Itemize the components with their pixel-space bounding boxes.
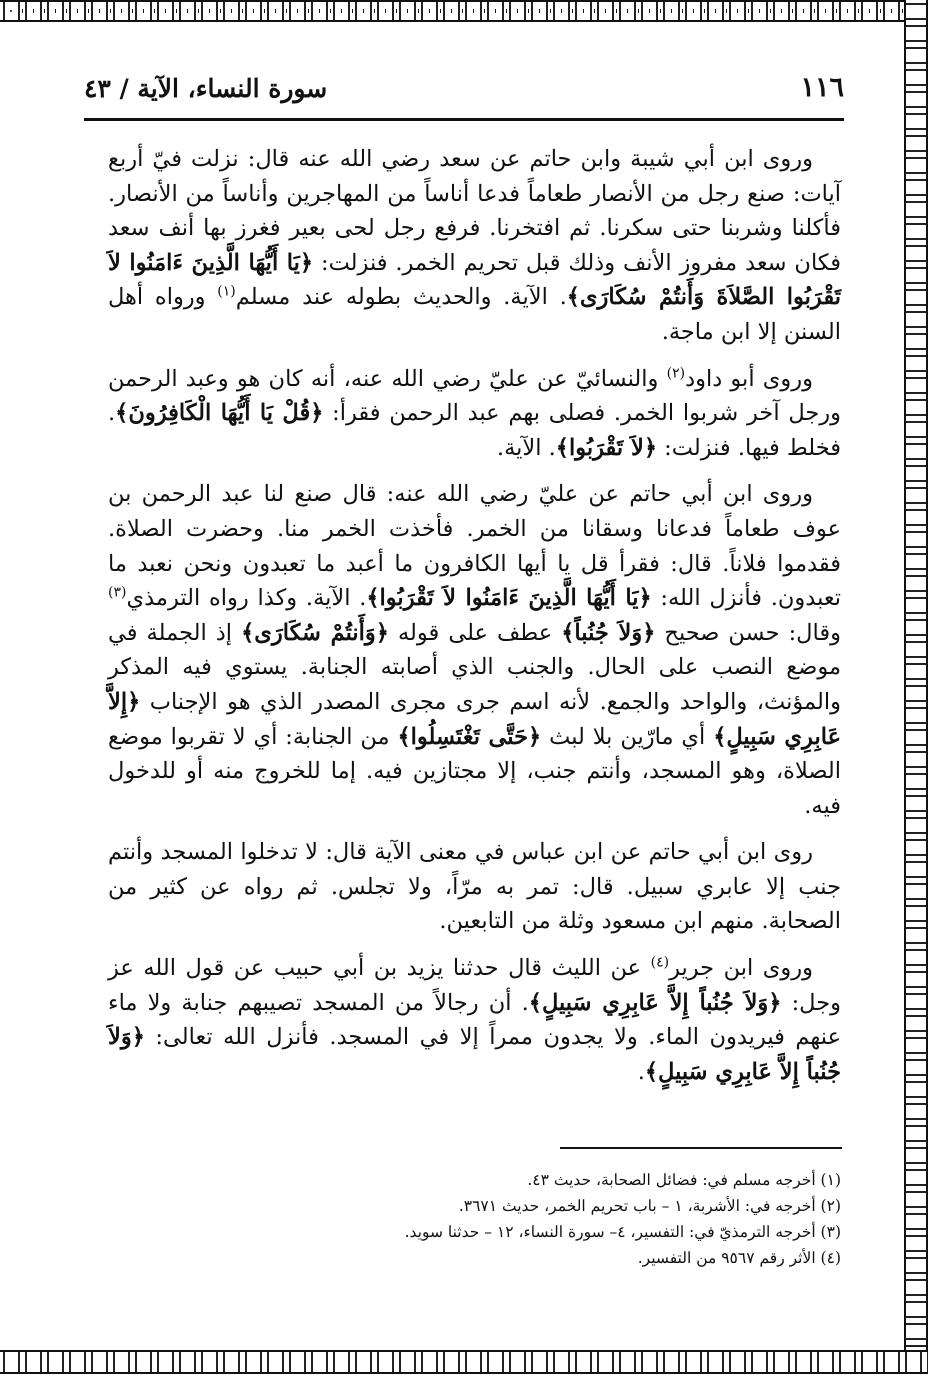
decorative-border-right [904, 0, 928, 1374]
paragraph [108, 951, 841, 1089]
footnote-ref: (٤) [650, 954, 670, 971]
paragraph [108, 362, 841, 466]
quran-verse: ﴿حَتَّى تَغْتَسِلُوا﴾ [397, 723, 542, 750]
quran-verse: ﴿يَا أَيُّهَا الَّذِينَ ءَامَنُوا لاَ تَقْرَبُوا الصَّلاَةَ وَأَنتُمْ سُكَارَى﴾ [108, 249, 841, 311]
paragraph-text: وروى أبو داود [685, 365, 813, 392]
footnote-4: (٤) الأثر رقم ٩٥٦٧ من التفسير. [637, 1249, 841, 1267]
running-title: سورة النساء، الآية / ٤٣ [84, 74, 328, 103]
footnote-1: (١) أخرجه مسلم في: فضائل الصحابة، حديث ٤٣. [527, 1171, 841, 1189]
paragraph-text: أي مارّين بلا لبث [541, 723, 714, 750]
page-header [84, 72, 844, 112]
paragraph-text: . الآية. والحديث بطوله عند مسلم [235, 284, 567, 311]
page-number: ١١٦ [800, 72, 844, 103]
paragraph-text: . الآية. [496, 434, 556, 461]
footnote-ref: (١) [217, 283, 236, 300]
paragraph-text: إذ الجملة في موضع النصب على الحال. والجنب الذي أصابته الجنابة. يستوي فيه المذكر والمؤنث، والواحد والجمع. لأنه اسم جرى مجرى المصدر الذي هو الإجناب [108, 619, 842, 715]
paragraph-text: من الجنابة: أي لا تقربوا موضع الصلاة، وهو المسجد، وأنتم جنب، إلا مجتازين فيه. إما للخروج منه أو للدخول فيه. [108, 723, 841, 819]
quran-verse: ﴿وَلاَ جُنُباً إِلاَّ عَابِرِي سَبِيلٍ﴾ [108, 1024, 841, 1085]
paragraph-text: . الآية. وكذا رواه الترمذي [126, 585, 367, 612]
footnote-2: (٢) أخرجه في: الأشربة، ١ – باب تحريم الخمر، حديث ٣٦٧١. [458, 1197, 841, 1215]
paragraph-text: عن الليث قال حدثنا يزيد بن أبي حبيب عن قول الله عز وجل: [108, 955, 841, 1016]
paragraph [108, 477, 841, 823]
quran-verse: ﴿وَأَنتُمْ سُكَارَى﴾ [241, 619, 389, 646]
quran-verse: ﴿قُلْ يَا أَيُّهَا الْكَافِرُونَ﴾ [115, 400, 324, 427]
paragraph-text: وروى ابن جرير [669, 955, 813, 982]
decorative-border-bottom [0, 1350, 928, 1374]
decorative-border-top [0, 0, 928, 22]
paragraph-text: وروى ابن أبي حاتم عن عليّ رضي الله عنه: قال صنع لنا عبد الرحمن بن عوف طعاماً فدعانا وسقانا من الخمر. فأخذت الخمر منا. وحضرت الصلاة. فقدموا فلاناً. قال: فقرأ قل يا أيها الكافرون ما أعبد ما تعبدون ونحن نعبد ما تعبدون. فأنزل الله: [108, 481, 841, 612]
paragraph [108, 835, 841, 939]
paragraph-text: . فخلط فيها. فنزلت: [108, 400, 841, 461]
paragraph-text: . [637, 1058, 645, 1085]
paragraph-text: عطف على قوله [388, 619, 562, 646]
footnote-ref: (٣) [108, 584, 127, 601]
quran-verse: ﴿إِلاَّ عَابِرِي سَبِيلٍ﴾ [108, 688, 842, 750]
paragraph-text: روى ابن أبي حاتم عن ابن عباس في معنى الآية قال: لا تدخلوا المسجد وأنتم جنب إلا عابري سبيل. قال: تمر به مرّاً، ولا تجلس. ثم رواه عن كثير من الصحابة. منهم ابن مسعود وثلة من التابعين. [108, 839, 841, 935]
paragraph-text: . أن رجالاً من المسجد تصيبهم جنابة ولا ماء عنهم فيريدون الماء. ولا يجدون ممراً إلا في المسجد. فأنزل الله تعالى: [108, 989, 841, 1051]
paragraph [108, 142, 841, 350]
footnote-ref: (٢) [666, 365, 686, 382]
paragraph-text: وقال: حسن صحيح [655, 619, 841, 646]
footnote-3: (٣) أخرجه الترمذيّ في: التفسير، ٤– سورة النساء، ١٢ – حدثنا سويد. [404, 1223, 841, 1241]
main-text [108, 142, 841, 1101]
quran-verse: ﴿لاَ تَقْرَبُوا﴾ [555, 434, 658, 461]
quran-verse: ﴿يَا أَيُّهَا الَّذِينَ ءَامَنُوا لاَ تَقْرَبُوا﴾ [366, 585, 652, 612]
footnote-divider [560, 1147, 842, 1149]
header-divider [84, 118, 844, 121]
paragraph-text: وروى ابن أبي شيبة وابن حاتم عن سعد رضي الله عنه قال: نزلت فيّ أربع آيات: صنع رجل من الأنصار طعاماً فدعا أناساً من المهاجرين وأناساً من الأنصار. فأكلنا وشربنا حتى سكرنا. ثم افتخرنا. فرفع رجل لحى بعير فغرز بها أنف سعد فكان سعد مفروز الأنف وذلك قبل تحريم الخمر. فنزلت: [108, 146, 841, 276]
paragraph-text: ورواه أهل السنن إلا ابن ماجة. [108, 284, 841, 345]
quran-verse: ﴿وَلاَ جُنُباً إِلاَّ عَابِرِي سَبِيلٍ﴾ [528, 989, 782, 1016]
footnotes [300, 1167, 841, 1271]
paragraph-text: والنسائيّ عن عليّ رضي الله عنه، أنه كان هو وعبد الرحمن ورجل آخر شربوا الخمر. فصلى بهم عبد الرحمن فقرأ: [108, 365, 841, 427]
quran-verse: ﴿وَلاَ جُنُباً﴾ [561, 619, 656, 646]
